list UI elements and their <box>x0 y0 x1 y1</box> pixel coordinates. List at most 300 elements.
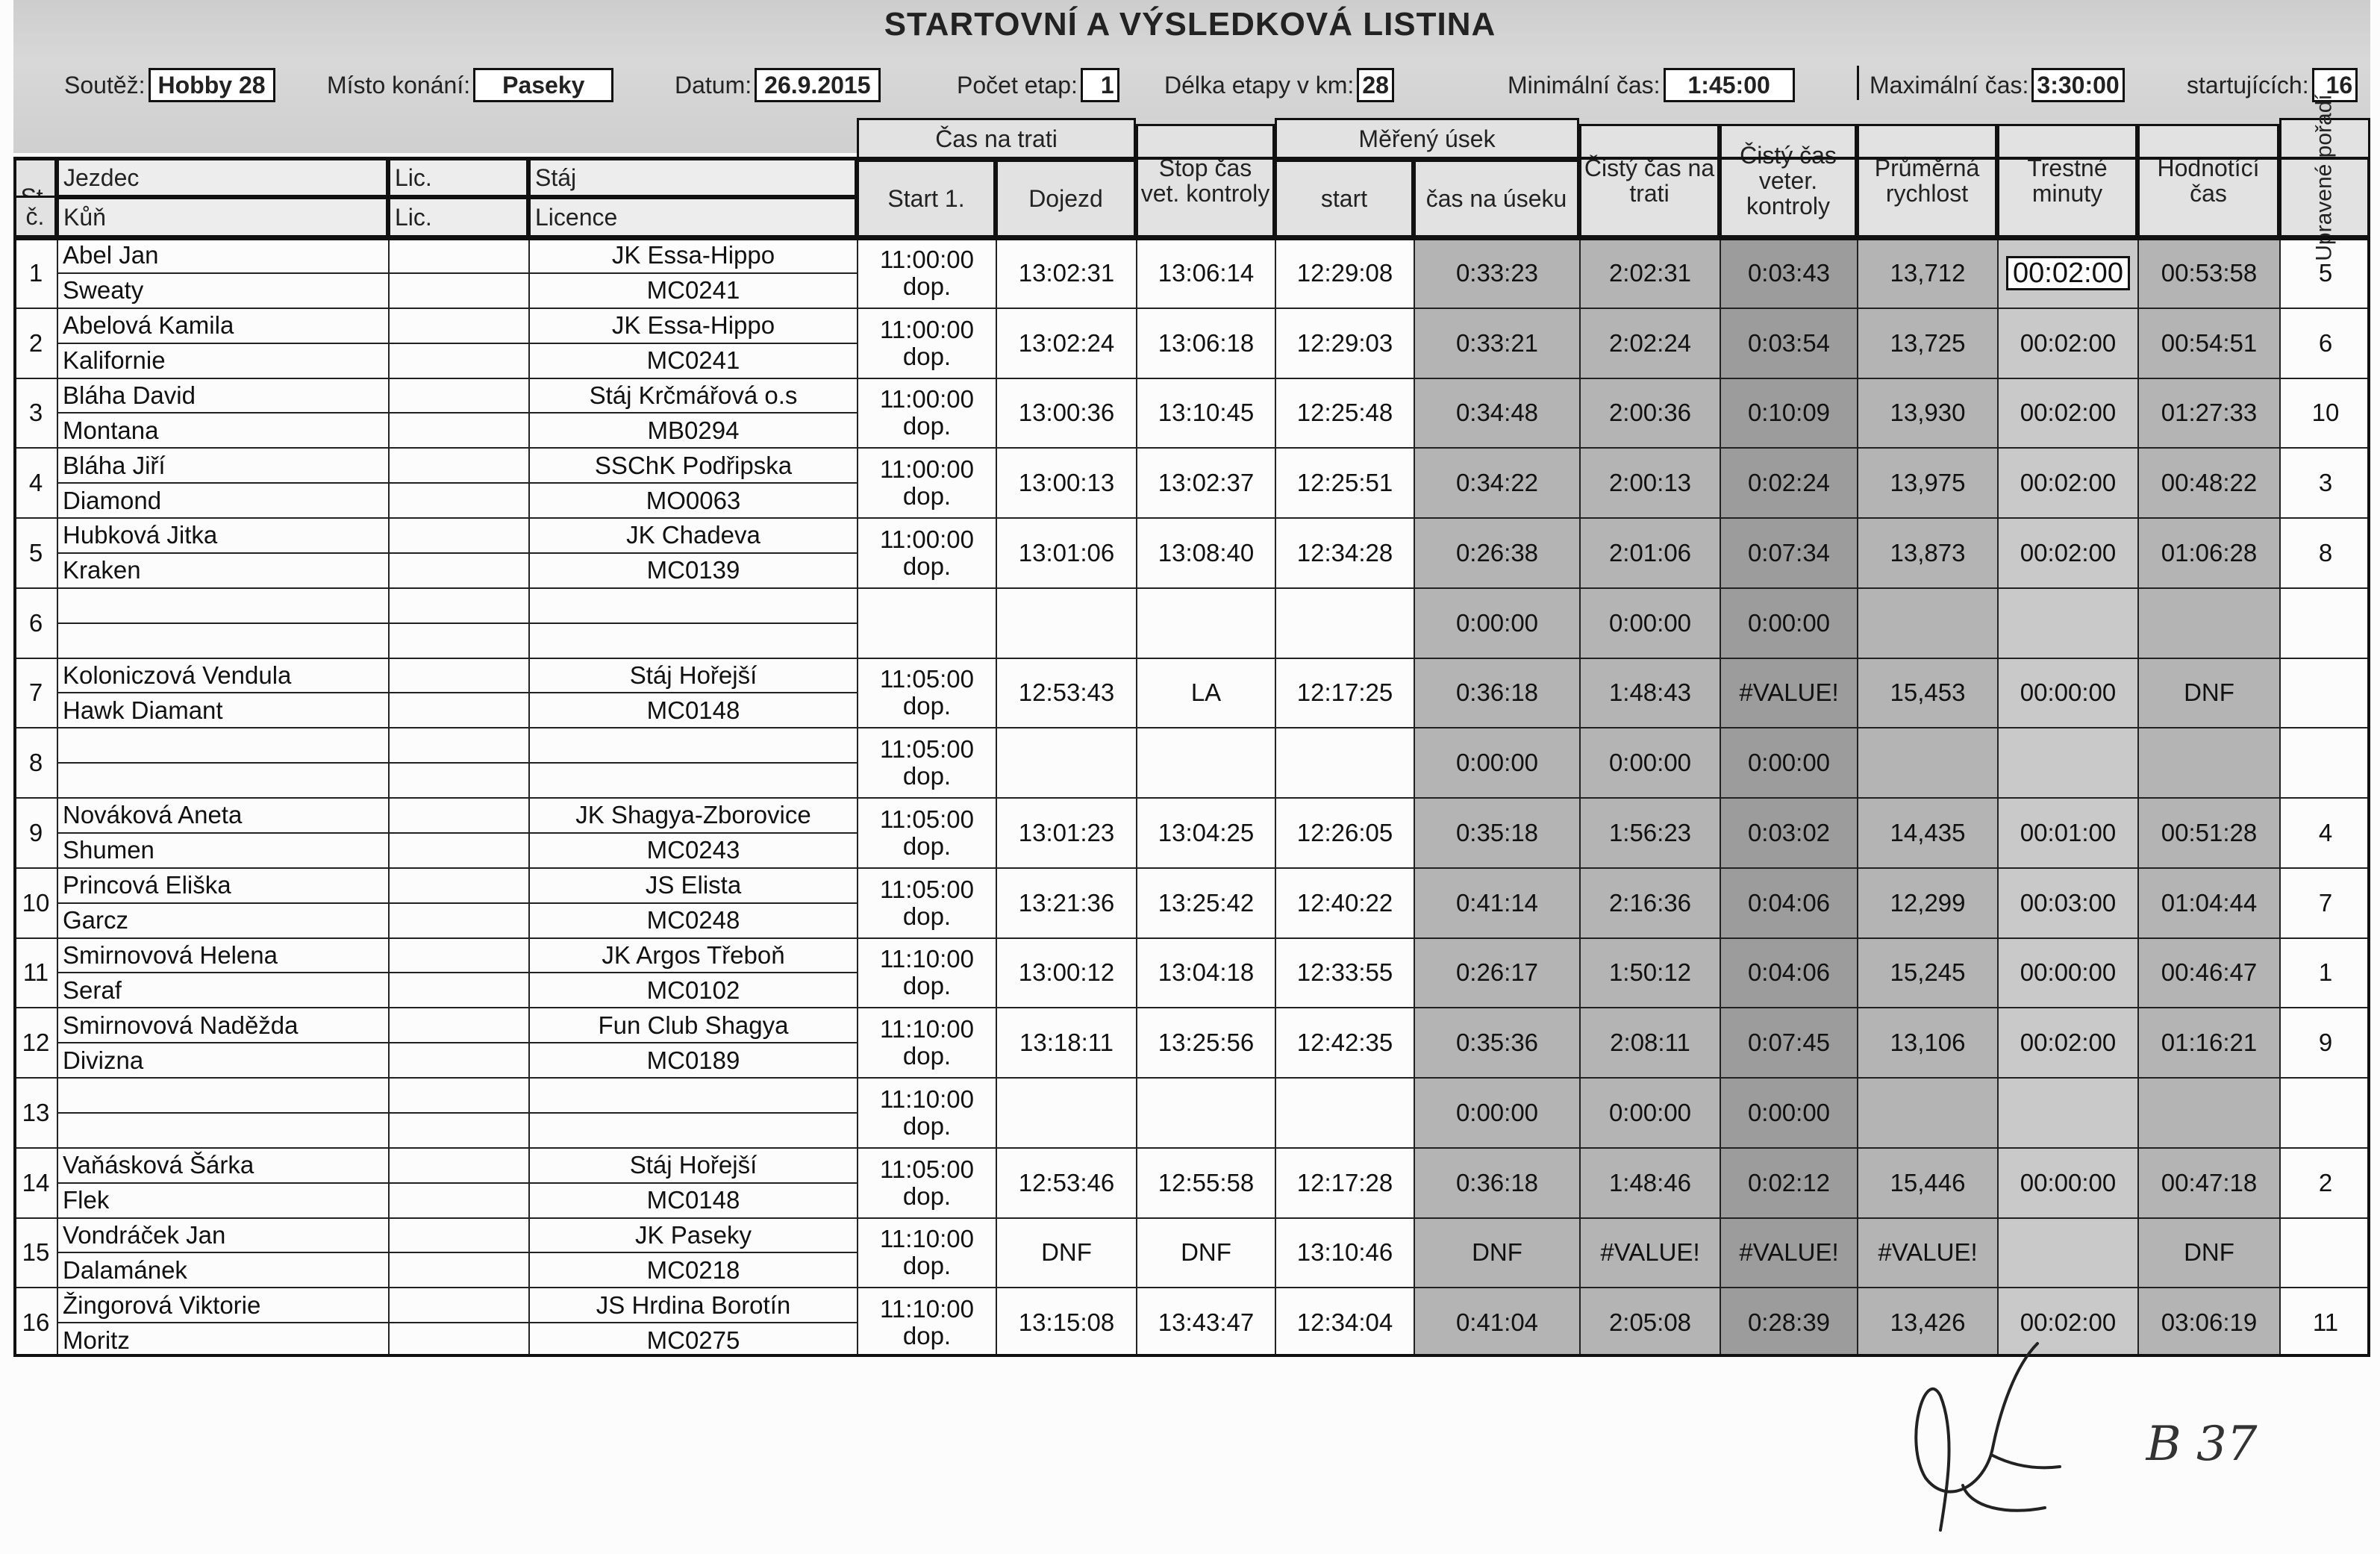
stable-name: JK Argos Třeboň <box>528 937 857 973</box>
cell-start1: 11:05:00 dop. <box>857 727 996 797</box>
header-cas-na-trati <box>857 118 1136 160</box>
cell-stop: 13:25:42 <box>1136 867 1275 937</box>
cell-cisty: 1:50:12 <box>1579 937 1720 1008</box>
cell-no: 13 <box>13 1077 57 1147</box>
cell-cisty: 2:01:06 <box>1579 517 1720 587</box>
lic-cell <box>388 272 528 308</box>
cell-trestne: 00:02:00 <box>1997 1007 2137 1077</box>
cell-useku: 0:36:18 <box>1414 658 1579 728</box>
lic-cell <box>388 1182 528 1217</box>
lic-cell <box>388 517 528 552</box>
cell-dojezd <box>996 587 1136 658</box>
cell-useku: 0:26:38 <box>1414 517 1579 587</box>
cell-start: 12:40:22 <box>1275 867 1414 937</box>
stable-name: JK Essa-Hippo <box>528 308 857 343</box>
cell-poradi: 10 <box>2279 378 2370 448</box>
header-hodnotici <box>2137 124 2279 237</box>
cell-trestne: 00:03:00 <box>1997 867 2137 937</box>
cell-start1: 11:10:00 dop. <box>857 937 996 1008</box>
meta-min-cas: Minimální čas: 1:45:00 <box>1508 66 1795 100</box>
cell-useku: 0:00:00 <box>1414 1077 1579 1147</box>
licence-number: MC0148 <box>528 692 857 727</box>
cell-rychlost <box>1857 727 1997 797</box>
cell-useku: 0:36:18 <box>1414 1147 1579 1217</box>
stable-name: Stáj Krčmářová o.s <box>528 378 857 413</box>
licence-number: MC0241 <box>528 343 857 378</box>
cell-rychlost: 13,975 <box>1857 447 1997 517</box>
horse-name: Kraken <box>57 552 388 587</box>
cell-trestne: 00:00:00 <box>1997 658 2137 728</box>
meta-pocet-etap: Počet etap: 1 <box>957 66 1119 100</box>
cell-veter: 0:07:34 <box>1720 517 1857 587</box>
cell-start1: 11:00:00 dop. <box>857 447 996 517</box>
cell-useku: 0:00:00 <box>1414 727 1579 797</box>
cell-cisty: 1:56:23 <box>1579 797 1720 867</box>
cell-start1: 11:10:00 dop. <box>857 1287 996 1357</box>
cell-useku: 0:35:36 <box>1414 1007 1579 1077</box>
cell-start: 12:33:55 <box>1275 937 1414 1008</box>
lic-cell <box>388 587 528 622</box>
horse-name: Flek <box>57 1182 388 1217</box>
lic-cell <box>388 1007 528 1042</box>
header-prumerna <box>1857 124 1997 237</box>
cell-rychlost: 13,930 <box>1857 378 1997 448</box>
cell-dojezd: 13:00:13 <box>996 447 1136 517</box>
horse-name: Seraf <box>57 972 388 1007</box>
licence-number <box>528 622 857 658</box>
horse-name: Kalifornie <box>57 343 388 378</box>
meta-datum: Datum: 26.9.2015 <box>675 66 881 100</box>
licence-number: MC0102 <box>528 972 857 1007</box>
cell-stop: 13:08:40 <box>1136 517 1275 587</box>
lic-cell <box>388 1252 528 1287</box>
header-dojezd <box>996 160 1136 237</box>
cell-rychlost: 13,712 <box>1857 237 1997 308</box>
penalty-box: 00:02:00 <box>2006 256 2130 290</box>
cell-hodnotici: 01:04:44 <box>2137 867 2279 937</box>
licence-number <box>528 762 857 797</box>
cell-veter: 0:07:45 <box>1720 1007 1857 1077</box>
cell-cisty: 2:05:08 <box>1579 1287 1720 1357</box>
lic-cell <box>388 237 528 272</box>
rider-name: Vaňásková Šárka <box>57 1147 388 1182</box>
stable-name: SSChK Podřipska <box>528 447 857 482</box>
lic-cell <box>388 1077 528 1112</box>
horse-name: Montana <box>57 412 388 447</box>
cell-rychlost: 13,106 <box>1857 1007 1997 1077</box>
lic-cell <box>388 797 528 832</box>
licence-number: MC0148 <box>528 1182 857 1217</box>
stable-name: JK Shagya-Zborovice <box>528 797 857 832</box>
cell-poradi: 7 <box>2279 867 2370 937</box>
lic-cell <box>388 832 528 867</box>
cell-trestne: 00:00:00 <box>1997 1147 2137 1217</box>
cell-no: 16 <box>13 1287 57 1357</box>
stable-name: JK Essa-Hippo <box>528 237 857 272</box>
cell-cisty: 1:48:43 <box>1579 658 1720 728</box>
cell-no: 12 <box>13 1007 57 1077</box>
document-title: STARTOVNÍ A VÝSLEDKOVÁ LISTINA <box>884 6 1496 43</box>
licence-number: MC0189 <box>528 1042 857 1077</box>
cell-veter: 0:02:24 <box>1720 447 1857 517</box>
cell-useku: 0:34:48 <box>1414 378 1579 448</box>
cell-start: 12:17:28 <box>1275 1147 1414 1217</box>
cell-stop: 13:04:25 <box>1136 797 1275 867</box>
header-c-label: č. <box>25 203 45 230</box>
cell-start: 12:29:03 <box>1275 308 1414 378</box>
header-start1-label: Start 1. <box>887 185 965 212</box>
cell-dojezd: 13:01:23 <box>996 797 1136 867</box>
cell-stop <box>1136 1077 1275 1147</box>
cell-start1: 11:10:00 dop. <box>857 1077 996 1147</box>
cell-poradi <box>2279 1217 2370 1288</box>
lic-cell <box>388 378 528 413</box>
cell-dojezd: 12:53:46 <box>996 1147 1136 1217</box>
rider-name: Žingorová Viktorie <box>57 1287 388 1322</box>
cell-poradi <box>2279 1077 2370 1147</box>
cell-dojezd: 13:00:12 <box>996 937 1136 1008</box>
horse-name: Divizna <box>57 1042 388 1077</box>
cell-veter: 0:03:02 <box>1720 797 1857 867</box>
stable-name: JK Chadeva <box>528 517 857 552</box>
licence-number <box>528 1112 857 1147</box>
rider-name: Vondráček Jan <box>57 1217 388 1252</box>
cell-no: 3 <box>13 378 57 448</box>
lic-cell <box>388 762 528 797</box>
lic-cell <box>388 447 528 482</box>
cell-veter: 0:04:06 <box>1720 867 1857 937</box>
header-upravene-label: Upravené pořadí <box>2312 94 2337 261</box>
cell-trestne <box>1997 587 2137 658</box>
cell-no: 7 <box>13 658 57 728</box>
header-licence <box>528 197 857 237</box>
cell-trestne: 00:02:00 <box>1997 447 2137 517</box>
cell-hodnotici: 00:48:22 <box>2137 447 2279 517</box>
header-start <box>1275 160 1414 237</box>
header-cisty-cas-label: Čistý čas na trati <box>1584 155 1715 207</box>
stable-name: JS Hrdina Borotín <box>528 1287 857 1322</box>
lic-cell <box>388 1217 528 1252</box>
header-prumerna-label: Průměrná rychlost <box>1874 155 1980 207</box>
licence-number: MC0139 <box>528 552 857 587</box>
cell-start: 12:25:48 <box>1275 378 1414 448</box>
header-start1 <box>857 160 996 237</box>
horse-name: Sweaty <box>57 272 388 308</box>
lic-cell <box>388 972 528 1007</box>
rider-name: Smirnovová Naděžda <box>57 1007 388 1042</box>
cell-poradi: 11 <box>2279 1287 2370 1357</box>
header-lic-2 <box>388 197 528 237</box>
cell-rychlost: 15,453 <box>1857 658 1997 728</box>
stable-name: Stáj Hořejší <box>528 658 857 693</box>
cell-veter: 0:04:06 <box>1720 937 1857 1008</box>
cell-start: 12:25:51 <box>1275 447 1414 517</box>
lic-cell <box>388 1322 528 1357</box>
cell-dojezd: 13:18:11 <box>996 1007 1136 1077</box>
cell-start: 12:29:08 <box>1275 237 1414 308</box>
cell-cisty: 0:00:00 <box>1579 727 1720 797</box>
cell-rychlost: 15,446 <box>1857 1147 1997 1217</box>
signature <box>1896 1336 2314 1545</box>
cell-cisty: 2:02:24 <box>1579 308 1720 378</box>
lic-cell <box>388 937 528 973</box>
cell-trestne <box>1997 1077 2137 1147</box>
header-staj-label: Stáj <box>535 164 577 191</box>
annotation-text: B 37 <box>2146 1417 2258 1472</box>
cell-poradi <box>2279 658 2370 728</box>
cell-hodnotici: 00:46:47 <box>2137 937 2279 1008</box>
cell-dojezd: 13:00:36 <box>996 378 1136 448</box>
cell-rychlost: 15,245 <box>1857 937 1997 1008</box>
horse-name: Diamond <box>57 482 388 517</box>
cell-rychlost: #VALUE! <box>1857 1217 1997 1288</box>
cell-hodnotici: 00:54:51 <box>2137 308 2279 378</box>
cell-start1: 11:10:00 dop. <box>857 1007 996 1077</box>
cell-rychlost <box>1857 1077 1997 1147</box>
licence-number: MC0248 <box>528 902 857 937</box>
horse-name: Hawk Diamant <box>57 692 388 727</box>
lic-cell <box>388 343 528 378</box>
cell-useku: 0:34:22 <box>1414 447 1579 517</box>
cell-poradi: 5 <box>2279 237 2370 308</box>
cell-dojezd: 13:01:06 <box>996 517 1136 587</box>
cell-stop: 13:43:47 <box>1136 1287 1275 1357</box>
meta-soutez: Soutěž: Hobby 28 <box>64 66 275 100</box>
cell-stop <box>1136 587 1275 658</box>
cell-hodnotici: 00:53:58 <box>2137 237 2279 308</box>
cell-no: 14 <box>13 1147 57 1217</box>
lic-cell <box>388 1147 528 1182</box>
stable-name <box>528 727 857 762</box>
header-upravene <box>2279 94 2370 261</box>
header-lic-label: Lic. <box>395 164 432 191</box>
cell-dojezd: DNF <box>996 1217 1136 1288</box>
cell-no: 6 <box>13 587 57 658</box>
rider-name: Abel Jan <box>57 237 388 272</box>
cell-veter: 0:00:00 <box>1720 727 1857 797</box>
cell-start <box>1275 1077 1414 1147</box>
header-cas-na-trati-label: Čas na trati <box>935 125 1058 152</box>
cell-useku: 0:35:18 <box>1414 797 1579 867</box>
cell-start1: 11:05:00 dop. <box>857 797 996 867</box>
cell-start1: 11:05:00 dop. <box>857 658 996 728</box>
cell-hodnotici: 03:06:19 <box>2137 1287 2279 1357</box>
cell-useku: 0:26:17 <box>1414 937 1579 1008</box>
lic-cell <box>388 1287 528 1322</box>
cell-start: 12:26:05 <box>1275 797 1414 867</box>
stable-name <box>528 1077 857 1112</box>
cell-hodnotici <box>2137 587 2279 658</box>
cell-hodnotici <box>2137 727 2279 797</box>
cell-useku: 0:41:14 <box>1414 867 1579 937</box>
cell-hodnotici: 00:51:28 <box>2137 797 2279 867</box>
header-dojezd-label: Dojezd <box>1028 185 1103 212</box>
cell-poradi: 9 <box>2279 1007 2370 1077</box>
cell-start <box>1275 727 1414 797</box>
rider-name <box>57 587 388 622</box>
header-kun <box>57 197 388 237</box>
cell-no: 11 <box>13 937 57 1008</box>
horse-name: Shumen <box>57 832 388 867</box>
header-c <box>13 196 57 237</box>
licence-number: MO0063 <box>528 482 857 517</box>
rider-name: Bláha David <box>57 378 388 413</box>
cell-dojezd <box>996 727 1136 797</box>
header-jezdec <box>57 158 388 197</box>
cell-no: 10 <box>13 867 57 937</box>
meta-max-cas: Maximální čas: 3:30:00 <box>1857 66 2125 100</box>
header-staj <box>528 158 857 197</box>
horse-name: Garcz <box>57 902 388 937</box>
licence-number: MB0294 <box>528 412 857 447</box>
cell-rychlost: 13,426 <box>1857 1287 1997 1357</box>
cell-rychlost <box>1857 587 1997 658</box>
cell-poradi: 1 <box>2279 937 2370 1008</box>
cell-stop: LA <box>1136 658 1275 728</box>
header-trestne <box>1997 124 2137 237</box>
cell-rychlost: 12,299 <box>1857 867 1997 937</box>
licence-number: MC0218 <box>528 1252 857 1287</box>
cell-cisty: 0:00:00 <box>1579 1077 1720 1147</box>
lic-cell <box>388 692 528 727</box>
cell-stop: 13:04:18 <box>1136 937 1275 1008</box>
cell-start1: 11:00:00 dop. <box>857 308 996 378</box>
cell-veter: 0:03:54 <box>1720 308 1857 378</box>
cell-cisty: 2:00:13 <box>1579 447 1720 517</box>
cell-veter: 0:03:43 <box>1720 237 1857 308</box>
cell-start: 12:17:25 <box>1275 658 1414 728</box>
cell-rychlost: 13,725 <box>1857 308 1997 378</box>
cell-stop <box>1136 727 1275 797</box>
cell-dojezd <box>996 1077 1136 1147</box>
cell-useku: 0:33:21 <box>1414 308 1579 378</box>
rider-name: Bláha Jiří <box>57 447 388 482</box>
rider-name: Koloniczová Vendula <box>57 658 388 693</box>
lic-cell <box>388 902 528 937</box>
cell-veter: #VALUE! <box>1720 1217 1857 1288</box>
cell-dojezd: 13:02:24 <box>996 308 1136 378</box>
header-mereny-usek-label: Měřený úsek <box>1358 125 1496 152</box>
meta-delka: Délka etapy v km: 28 <box>1164 66 1394 100</box>
header-cas-na-useku-label: čas na úseku <box>1425 185 1567 212</box>
cell-dojezd: 12:53:43 <box>996 658 1136 728</box>
lic-cell <box>388 658 528 693</box>
cell-no: 5 <box>13 517 57 587</box>
cell-trestne: 00:02:00 <box>1997 378 2137 448</box>
cell-no: 4 <box>13 447 57 517</box>
header-lic-2-label: Lic. <box>395 204 432 231</box>
cell-trestne: 00:01:00 <box>1997 797 2137 867</box>
rider-name <box>57 1077 388 1112</box>
cell-trestne: 00:02:00 <box>1997 308 2137 378</box>
meta-misto: Místo konání: Paseky <box>327 66 613 100</box>
stable-name: JK Paseky <box>528 1217 857 1252</box>
cell-start1 <box>857 587 996 658</box>
horse-name: Moritz <box>57 1322 388 1357</box>
cell-start1: 11:05:00 dop. <box>857 867 996 937</box>
horse-name: Dalamánek <box>57 1252 388 1287</box>
cell-cisty: 2:00:36 <box>1579 378 1720 448</box>
cell-trestne <box>1997 237 2137 308</box>
horse-name <box>57 762 388 797</box>
cell-start: 12:34:04 <box>1275 1287 1414 1357</box>
cell-no: 2 <box>13 308 57 378</box>
cell-poradi: 3 <box>2279 447 2370 517</box>
cell-hodnotici: 01:27:33 <box>2137 378 2279 448</box>
cell-poradi: 2 <box>2279 1147 2370 1217</box>
cell-no: 9 <box>13 797 57 867</box>
header-start-label: start <box>1320 185 1368 212</box>
rider-name: Abelová Kamila <box>57 308 388 343</box>
cell-poradi <box>2279 587 2370 658</box>
cell-veter: 0:10:09 <box>1720 378 1857 448</box>
cell-stop: 13:10:45 <box>1136 378 1275 448</box>
cell-hodnotici: DNF <box>2137 1217 2279 1288</box>
stable-name: Stáj Hořejší <box>528 1147 857 1182</box>
cell-cisty: #VALUE! <box>1579 1217 1720 1288</box>
horse-name <box>57 622 388 658</box>
header-cas-na-useku <box>1414 160 1579 237</box>
cell-start <box>1275 587 1414 658</box>
lic-cell <box>388 1042 528 1077</box>
cell-stop: 13:25:56 <box>1136 1007 1275 1077</box>
cell-dojezd: 13:15:08 <box>996 1287 1136 1357</box>
rider-name: Hubková Jitka <box>57 517 388 552</box>
licence-number: MC0243 <box>528 832 857 867</box>
cell-hodnotici: 01:06:28 <box>2137 517 2279 587</box>
header-hodnotici-label: Hodnotící čas <box>2157 155 2260 207</box>
cell-veter: #VALUE! <box>1720 658 1857 728</box>
cell-start1: 11:00:00 dop. <box>857 378 996 448</box>
cell-hodnotici: DNF <box>2137 658 2279 728</box>
cell-no: 8 <box>13 727 57 797</box>
stable-name <box>528 587 857 622</box>
cell-dojezd: 13:02:31 <box>996 237 1136 308</box>
cell-poradi: 8 <box>2279 517 2370 587</box>
cell-veter: 0:28:39 <box>1720 1287 1857 1357</box>
cell-stop: DNF <box>1136 1217 1275 1288</box>
cell-hodnotici <box>2137 1077 2279 1147</box>
licence-number: MC0275 <box>528 1322 857 1357</box>
cell-start: 12:34:28 <box>1275 517 1414 587</box>
header-licence-label: Licence <box>535 204 618 231</box>
cell-rychlost: 14,435 <box>1857 797 1997 867</box>
rider-name: Smirnovová Helena <box>57 937 388 973</box>
header-cisty-cas <box>1579 124 1720 237</box>
cell-dojezd: 13:21:36 <box>996 867 1136 937</box>
stable-name: JS Elista <box>528 867 857 902</box>
header-stop-cas <box>1136 124 1275 237</box>
header-stop-cas-label: Stop čas vet. kontroly <box>1140 155 1270 207</box>
cell-start1: 11:00:00 dop. <box>857 517 996 587</box>
lic-cell <box>388 622 528 658</box>
cell-start1: 11:00:00 dop. <box>857 237 996 308</box>
cell-trestne <box>1997 727 2137 797</box>
cell-no: 1 <box>13 237 57 308</box>
lic-cell <box>388 308 528 343</box>
lic-cell <box>388 867 528 902</box>
cell-cisty: 1:48:46 <box>1579 1147 1720 1217</box>
header-trestne-label: Trestné minuty <box>2027 155 2108 207</box>
lic-cell <box>388 482 528 517</box>
header-cisty-veter-label: Čistý čas veter. kontroly <box>1740 142 1837 219</box>
cell-no: 15 <box>13 1217 57 1288</box>
cell-start: 13:10:46 <box>1275 1217 1414 1288</box>
cell-useku: 0:00:00 <box>1414 587 1579 658</box>
cell-stop: 13:06:14 <box>1136 237 1275 308</box>
cell-hodnotici: 01:16:21 <box>2137 1007 2279 1077</box>
meta-startujicich: startujících: 16 <box>2187 66 2358 100</box>
